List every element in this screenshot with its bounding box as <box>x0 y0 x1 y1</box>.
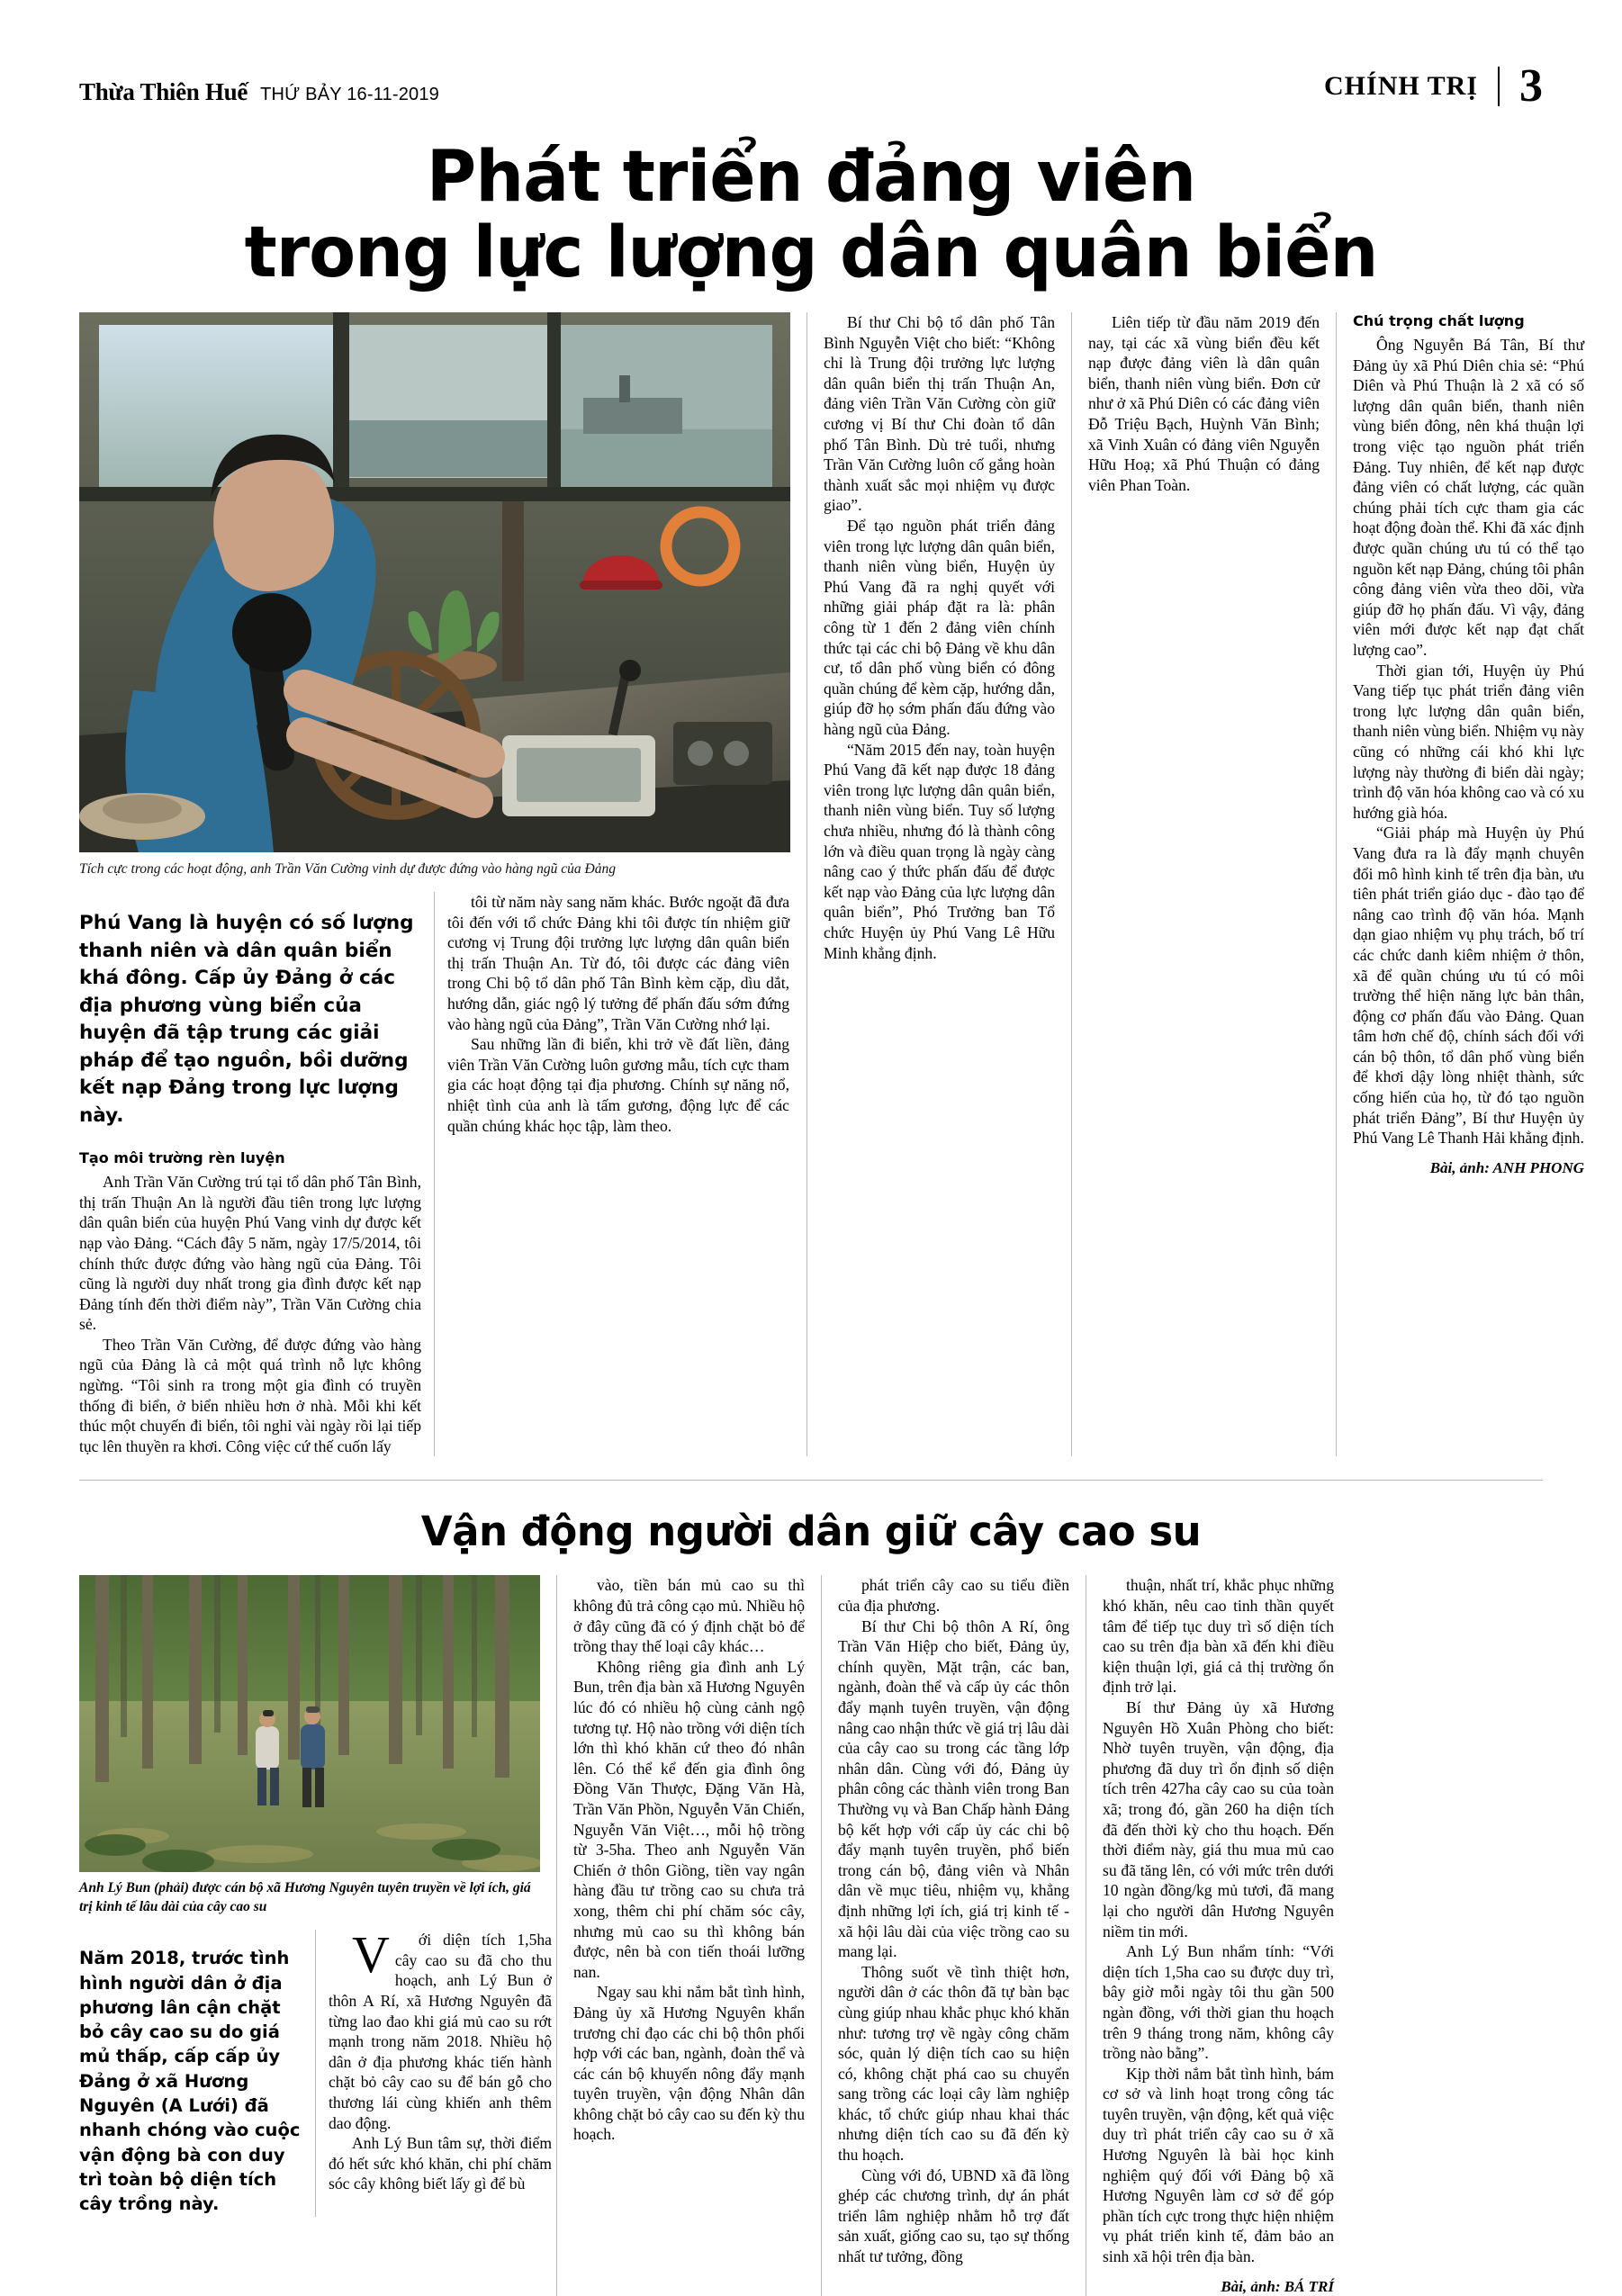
paragraph: Ông Nguyễn Bá Tân, Bí thư Đảng ủy xã Phú Diên chia sẻ: “Phú Diên và Phú Thuận là 2 xã có số lượng dân quân biển, thanh niên vùng biển đông, nên khá thuận lợi trong việc tạo nguồn phát triển Đảng. Tuy nhiên, để kết nạp được đảng viên có chất lượng, các quần chúng phải tích cực tham gia các hoạt động đoàn thể. Khi đã xác định được quần chúng ưu tú có thể tạo nguồn kết nạp Đảng, chúng tôi phân công đảng viên vừa theo dõi, vừa giúp đỡ họ phấn đấu. Vì vậy, đảng viên mới được kết nạp đạt chất lượng cao”. <box>1353 336 1584 659</box>
paragraph-dropcap: Với diện tích 1,5ha cây cao su đã cho thu hoạch, anh Lý Bun ở thôn A Rí, xã Hương Nguyên đã từng lao đao khi giá mủ cao su rớt mạnh trong năm 2018. Nhiều hộ dân ở địa phương khác tiến hành chặt bỏ cây cao su để bán gỗ cho thương lái cùng khiến anh thêm dao động. <box>329 1925 552 2132</box>
article2-byline: Bài, ảnh: BÁ TRÍ <box>1221 2277 1334 2295</box>
article2 <box>79 1575 1543 2295</box>
paragraph: Để tạo nguồn phát triển đảng viên trong lực lượng dân quân biển, thanh niên vùng biển, Huyện ủy Phú Vang đã ra nghị quyết với những giải pháp đặt ra là: phân công từ 1 đến 2 đảng viên chính thức tại các chi bộ Đảng về khu dân cư, tổ dân phố vùng biển có đông quần chúng để kèm cặp, hướng dẫn, giúp đỡ họ sớm phấn đấu đứng vào hàng ngũ của Đảng. <box>824 517 1055 738</box>
column-rule <box>821 1575 822 2295</box>
paragraph: Cùng với đó, UBND xã đã lồng ghép các chương trình, dự án phát triển lâm nghiệp nhằm hỗ trợ đất sản xuất, giống cao su, tạo sự thống nhất tư tưởng, đồng <box>838 2165 1069 2266</box>
paragraph: Ngay sau khi nắm bắt tình hình, Đảng ủy xã Hương Nguyên khẩn trương chỉ đạo các chi bộ thôn phối hợp với các ban, ngành, đoàn thể và các cán bộ khuyến nông đẩy mạnh tuyên truyền, vận động Nhân dân không chặt bỏ cây cao su đến kỳ thu hoạch. <box>573 1983 805 2144</box>
article1 <box>79 312 1584 1456</box>
paragraph: phát triển cây cao su tiểu điền của địa phương. <box>838 1576 1069 1616</box>
article1-lead-area <box>79 892 790 1456</box>
article1-subhead-1: Tạo môi trường rèn luyện <box>79 1149 285 1167</box>
paragraph: Thời gian tới, Huyện ủy Phú Vang tiếp tục phát triển đảng viên trong lực lượng dân quân biển, thanh niên vùng biển. Nhiệm vụ này cũng có những cái khó khi lực lượng này thường đi biển dài ngày; trình độ văn hóa không cao và có xu hướng già hóa. <box>1353 661 1584 822</box>
article2-photo-caption: Anh Lý Bun (phải) được cán bộ xã Hương Nguyên tuyên truyền về lợi ích, giá trị kinh tế lâu dài của cây cao su <box>79 1880 531 1915</box>
article1-lead: Phú Vang là huyện có số lượng thanh niên và dân quân biển khá đông. Cấp ủy Đảng ở các địa phương vùng biển của huyện đã tập trung các giải pháp để tạo nguồn, bồi dưỡng kết nạp Đảng trong lực lượng này. <box>79 912 414 1127</box>
article1-left-block <box>79 312 790 1456</box>
paper-name: Thừa Thiên Huế <box>79 78 248 105</box>
paragraph: Theo Trần Văn Cường, để được đứng vào hàng ngũ của Đảng là cả một quá trình nỗ lực không ngừng. “Tôi sinh ra trong một gia đình có truyền thống đi biển, ở biển nhiều hơn ở nhà. Mỗi khi kết thúc một chuyến đi biển, tôi nghỉ vài ngày rồi lại tiếp tục lên thuyền ra khơi. Công việc cứ thế cuốn lấy <box>79 1335 421 1455</box>
article2-headline: Vận động người dân giữ cây cao su <box>420 1508 1202 1556</box>
article2-left-block <box>79 1575 552 2216</box>
column-rule <box>434 892 435 1456</box>
article1-photo-caption: Tích cực trong các hoạt động, anh Trần Văn Cường vinh dự được đứng vào hàng ngũ của Đảng <box>79 861 616 878</box>
paragraph: Anh Trần Văn Cường trú tại tổ dân phố Tân Bình, thị trấn Thuận An là người đầu tiên trong lực lượng dân quân biển của huyện Phú Vang vinh dự được kết nạp vào Đảng. “Cách đây 5 năm, ngày 17/5/2014, tôi chính thức được đứng vào hàng ngũ của Đảng. Tôi cũng là người duy nhất trong gia đình được kết nạp Đảng tính đến thời điểm này”, Trần Văn Cường chia sẻ. <box>79 1173 421 1334</box>
article2-intro-col <box>79 1930 302 2216</box>
paragraph: Bí thư Chi bộ tổ dân phố Tân Bình Nguyễn Việt cho biết: “Không chỉ là Trung đội trưởng lực lượng dân quân biển thị trấn Thuận An, đảng viên Trần Văn Cường còn giữ cương vị Bí thư Chi đoàn tổ dân phố Tân Bình. Dù trẻ tuổi, nhưng Trần Văn Cường luôn cố gắng hoàn thành xuất sắc mọi nhiệm vụ được giao”. <box>824 313 1055 515</box>
article1-column-5 <box>1353 312 1584 1177</box>
column-rule <box>315 1930 316 2216</box>
article1-headline-line2: trong lực lượng dân quân biển <box>244 212 1378 293</box>
paragraph: Không riêng gia đình anh Lý Bun, trên địa bàn xã Hương Nguyên lúc đó có nhiều hộ cùng cảnh ngộ tương tự. Hộ nào trồng với diện tích lớn thì khó khăn cứ theo đó nhân lên. Có thể kể đến gia đình ông Đồng Văn Thược, Đặng Văn Hà, Trần Văn Phồn, Nguyễn Văn Chiến, Nguyễn Văn Việt…, mỗi hộ trồng từ 3-5ha. Theo anh Nguyễn Văn Chiến ở thôn Giồng, tiền vay ngân hàng đầu tư trồng cao su chưa trả xong, thêm chi phí chăm sóc cây, nhưng mủ cao su thì không bán được, nên bà con tiến thoái lưỡng nan. <box>573 1657 805 1981</box>
article2-column-3 <box>838 1575 1069 2266</box>
article2-lower <box>79 1925 552 2216</box>
column-rule <box>1071 312 1072 1456</box>
publication-date: THỨ BẢY 16-11-2019 <box>260 85 440 104</box>
masthead-right <box>1324 60 1543 112</box>
rubber-plantation-illustration <box>79 1575 540 1872</box>
article1-column-2 <box>447 892 789 1456</box>
article2-column-4 <box>1103 1575 1334 2295</box>
paragraph: “Giải pháp mà Huyện ủy Phú Vang đưa ra là đẩy mạnh chuyên đổi mô hình kinh tế trên địa bàn, ưu tiên phát triển giáo dục - đào tạo để nâng cao trình độ văn hóa. Mạnh dạn giao nhiệm vụ phụ trách, bố trí các chức danh kiêm nhiệm ở thôn, xã để quần chúng ưu tú có môi trường thể hiện năng lực bản thân, động cơ phấn đấu vào Đảng. Quan tâm hơn chế độ, chính sách đối với cán bộ thôn, tổ dân phố vùng biển để khơi dậy lòng nhiệt thành, sức cống hiến của họ, từ đó tạo nguồn phát triển Đảng”, Bí thư Huyện ủy Phú Vang Lê Thanh Hải khẳng định. <box>1353 824 1584 1148</box>
article1-headline-line1: Phát triển đảng viên <box>426 137 1196 218</box>
masthead-left <box>79 78 439 106</box>
section-name: CHÍNH TRỊ <box>1324 71 1478 101</box>
article2-column-2 <box>573 1575 805 2145</box>
masthead-divider <box>1498 67 1500 106</box>
article1-byline: Bài, ảnh: ANH PHONG <box>1429 1158 1584 1176</box>
column-rule <box>556 1575 557 2295</box>
masthead <box>79 0 1543 112</box>
fisherman-boat-cabin-illustration <box>79 312 790 852</box>
paragraph: “Năm 2015 đến nay, toàn huyện Phú Vang đã kết nạp được 18 đảng viên trong lực lượng dân quân biển, thanh niên vùng biển. Tuy số lượng chưa nhiều, nhưng đó là thành công lớn và điều quan trọng là ngày càng nâng cao ý thức phấn đấu để được kết nạp vào Đảng của lực lượng dân quân biển”, Phó Trưởng ban Tổ chức Huyện ủy Phú Vang Lê Hữu Minh khẳng định. <box>824 740 1055 962</box>
paragraph: Liên tiếp từ đầu năm 2019 đến nay, tại các xã vùng biển đều kết nạp được đảng viên là dân quân biển, thanh niên vùng biển. Đơn cử như ở xã Phú Diên có các đảng viên Đỗ Triệu Bạch, Huỳnh Văn Bình; xã Vinh Xuân có đảng viên Nguyễn Hữu Hoạ; xã Phú Thuận có đảng viên Phan Toàn. <box>1088 313 1320 494</box>
column-rule <box>1336 312 1337 1456</box>
article1-photo <box>79 312 790 852</box>
article1-headline <box>101 137 1520 293</box>
paragraph: Sau những lần đi biển, khi trở về đất liền, đảng viên Trần Văn Cường luôn gương mẫu, tích cực tham gia các hoạt động tại địa phương. Chính sự năng nổ, nhiệt tình của anh là tấm gương, động lực để các quần chúng khác học tập, làm theo. <box>447 1035 789 1135</box>
article1-column-3 <box>824 312 1055 963</box>
paragraph: vào, tiền bán mủ cao su thì không đủ trả công cạo mủ. Nhiều hộ ở đây cũng đã có ý định chặt bỏ để trồng thay thế loại cây khác… <box>573 1576 806 1656</box>
article2-column-1 <box>329 1925 552 2216</box>
article-divider <box>79 1480 1543 1481</box>
article2-intro: Năm 2018, trước tình hình người dân ở địa phương lân cận chặt bỏ cây cao su do giá mủ thấp, cấp cấp ủy Đảng ở xã Hương Nguyên (A Lưới) đã nhanh chóng vào cuộc vận động bà con duy trì toàn bộ diện tích cây trồng này. <box>79 1948 301 2215</box>
paragraph: Bí thư Chi bộ thôn A Rí, ông Trần Văn Hiệp cho biết, Đảng ủy, chính quyền, Mặt trận, các ban, ngành, đoàn thể và cấp ủy các thôn đẩy mạnh tuyên truyền, vận động nâng cao nhận thức về giá trị lâu dài của cây cao su trong các tầng lớp nhân dân. Cùng với đó, Đảng ủy phân công các thành viên trong Ban Thường vụ và Ban Chấp hành Đảng bộ kết hợp với cấp ủy các chi bộ đẩy mạnh tuyên truyền, phổ biến trong cán bộ, đảng viên và Nhân dân về mục tiêu, nhiệm vụ, khẳng định những lợi ích, giá trị kinh tế - xã hội lâu dài của việc trồng cao su mang lại. <box>838 1616 1069 1961</box>
paragraph: tôi từ năm này sang năm khác. Bước ngoặt đã đưa tôi đến với tổ chức Đảng khi tôi được tín nhiệm giữ cương vị Trung đội trưởng lực lượng dân quân biển thị trấn Thuận An. Từ đó, tôi được các đảng viên trong Chi bộ tổ dân phố Tân Bình kèm cặp, dìu dắt, hướng dẫn, giác ngộ lý tưởng để phấn đấu sớm đứng vào hàng ngũ của Đảng”, Trần Văn Cường nhớ lại. <box>447 893 789 1033</box>
paragraph: Anh Lý Bun nhẩm tính: “Với diện tích 1,5ha cao su được duy trì, bây giờ mỗi ngày tôi thu gần 500 ngàn đồng, với thời gian thu hoạch trên 9 tháng trong năm, không cây trồng nào bằng”. <box>1103 1942 1334 2063</box>
article1-subhead-2: Chú trọng chất lượng <box>1353 312 1525 330</box>
paragraph: thuận, nhất trí, khắc phục những khó khăn, nêu cao tinh thần quyết tâm để tiếp tục duy trì số diện tích cao su trên địa bàn xã đến khi điều kiện thuận lợi, giá cả thị trường ổn định trở lại. <box>1103 1576 1334 1697</box>
column-rule <box>806 312 807 1456</box>
paragraph: Thông suốt về tình thiệt hơn, người dân ở các thôn đã tự bàn bạc cùng giúp nhau khắc phục khó khăn như: tương trợ về ngày công chăm sóc, quản lý diện tích cao su hiện có, không chặt phá cao su chuyển sang trồng các loại cây làm nghiệp khác, tổ chức giúp nhau khai thác nhưng diện tích cao su đã đến kỳ thu hoạch. <box>838 1962 1069 2165</box>
paragraph: Kịp thời nắm bắt tình hình, bám cơ sở và linh hoạt trong công tác tuyên truyền, vận động, kết quả việc duy trì phát triển cây cao su ở xã Hương Nguyên là bài học kinh nghiệm quý đối với Đảng bộ xã Hương Nguyên làm cơ sở để góp phần tích cực trong thực hiện nhiệm vụ phát triển kinh tế, đảm bảo an sinh xã hội trên địa bàn. <box>1103 2064 1334 2266</box>
article2-photo <box>79 1575 540 1872</box>
article1-column-4 <box>1088 312 1320 495</box>
article1-lead-col <box>79 892 421 1456</box>
paragraph: Anh Lý Bun tâm sự, thời điểm đó hết sức khó khăn, chi phí chăm sóc cây không biết lấy gì để bù <box>329 2134 552 2193</box>
page-number: 3 <box>1519 60 1543 112</box>
article1-column-1 <box>79 1172 421 1456</box>
paragraph: Bí thư Đảng ủy xã Hương Nguyên Hồ Xuân Phòng cho biết: Nhờ tuyên truyền, vận động, địa phương đã duy trì ổn định số diện tích trên 427ha cây cao su của toàn xã; trong đó, gần 260 ha diện tích đã đến thời kỳ cho thu hoạch. Đến thời điểm này, giá thu mua mủ cao su đã tăng lên, có với mức trên dưới 10 ngàn đồng/kg mủ tươi, đã mang lại cho người dân Hương Nguyên niềm tin mới. <box>1103 1698 1334 1940</box>
